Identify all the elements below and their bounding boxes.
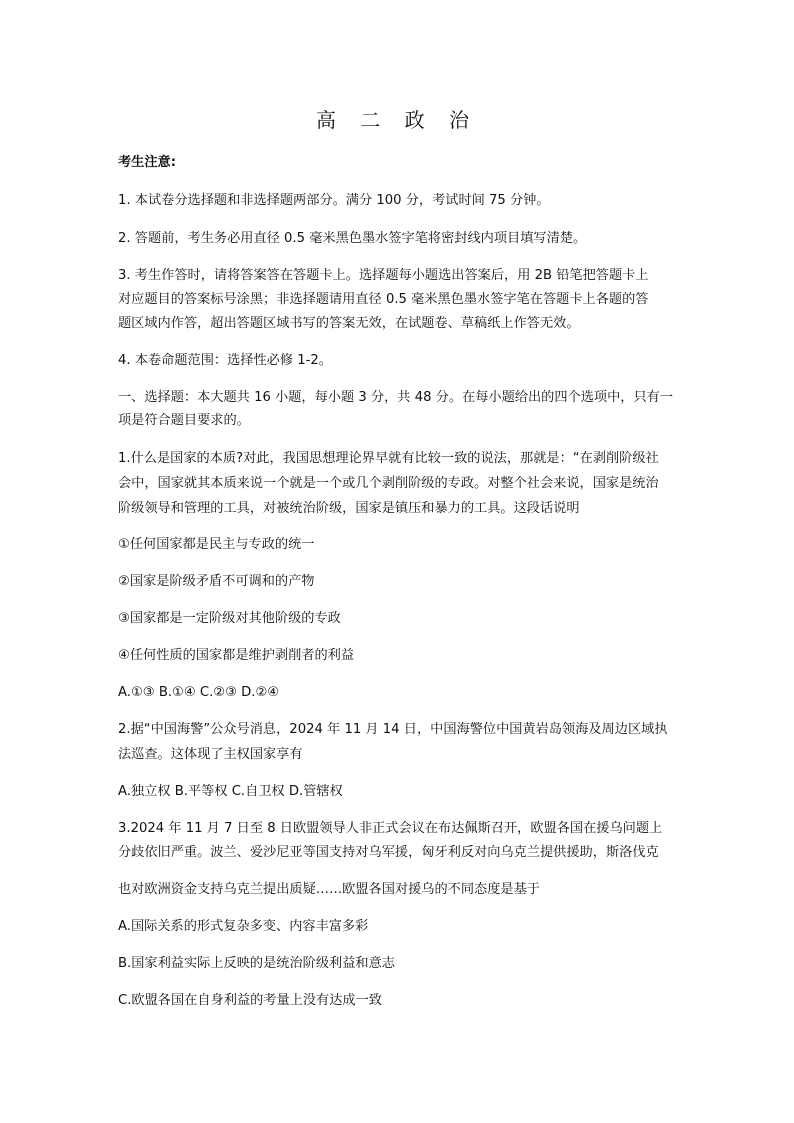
notice-item-3-line-1: 3. 考生作答时，请将答案答在答题卡上。选择题每小题选出答案后，用 2B 铅笔把答题卡上 [118, 268, 649, 283]
q1-option-4: ④任何性质的国家都是维护剥削者的利益 [118, 648, 355, 663]
q3-stem-line-3: 也对欧洲资金支持乌克兰提出质疑……欧盟各国对援乌的不同态度是基于 [118, 882, 540, 897]
q1-stem-line-1: 1.什么是国家的本质?对此，我国思想理论界早就有比较一致的说法，那就是：“在剥削阶级社 [118, 451, 659, 466]
q1-option-2: ②国家是阶级矛盾不可调和的产物 [118, 574, 315, 589]
q1-option-1: ①任何国家都是民主与专政的统一 [118, 537, 315, 552]
q3-stem-line-1: 3.2024 年 11 月 7 日至 8 日欧盟领导人非正式会议在布达佩斯召开，欧盟各国在援乌问题上 [118, 821, 663, 836]
page-title: 高 二 政 治 [315, 108, 479, 132]
notice-item-2: 2. 答题前，考生务必用直径 0.5 毫米黑色墨水签字笔将密封线内项目填写清楚。 [118, 231, 587, 246]
q1-stem-line-3: 阶级领导和管理的工具，对被统治阶级，国家是镇压和暴力的工具。这段话说明 [118, 501, 580, 516]
q2-choices: A.独立权 B.平等权 C.自卫权 D.管辖权 [118, 784, 343, 799]
section-1-heading-line-1: 一、选择题：本大题共 16 小题，每小题 3 分，共 48 分。在每小题给出的四个选项中，只有一 [118, 390, 674, 405]
q3-stem-line-2: 分歧依旧严重。波兰、爱沙尼亚等国支持对乌军援，匈牙利反对向乌克兰提供援助，斯洛伐克 [118, 845, 659, 860]
q1-option-3: ③国家都是一定阶级对其他阶级的专政 [118, 611, 341, 626]
notice-item-1: 1. 本试卷分选择题和非选择题两部分。满分 100 分，考试时间 75 分钟。 [118, 193, 550, 208]
q3-option-c: C.欧盟各国在自身利益的考量上没有达成一致 [118, 993, 382, 1008]
q1-stem-line-2: 会中，国家就其本质来说一个就是一个或几个剥削阶级的专政。对整个社会来说，国家是统治 [118, 476, 659, 491]
notice-item-3-line-3: 题区域内作答，超出答题区域书写的答案无效，在试题卷、草稿纸上作答无效。 [118, 316, 580, 331]
q2-stem-line-1: 2.据“中国海警”公众号消息，2024 年 11 月 14 日，中国海警位中国黄岩岛领海及周边区域执 [118, 722, 668, 737]
notice-heading: 考生注意: [118, 155, 177, 170]
section-1-heading-line-2: 项是符合题目要求的。 [118, 413, 250, 428]
q2-stem-line-2: 法巡查。这体现了主权国家享有 [118, 747, 303, 762]
q3-option-b: B.国家利益实际上反映的是统治阶级利益和意志 [118, 956, 395, 971]
notice-item-3-line-2: 对应题目的答案标号涂黑；非选择题请用直径 0.5 毫米黑色墨水签字笔在答题卡上各题的答 [118, 292, 649, 307]
notice-item-4: 4. 本卷命题范围：选择性必修 1-2。 [118, 353, 332, 368]
q1-choices: A.①③ B.①④ C.②③ D.②④ [118, 685, 280, 700]
q3-option-a: A.国际关系的形式复杂多变、内容丰富多彩 [118, 919, 369, 934]
